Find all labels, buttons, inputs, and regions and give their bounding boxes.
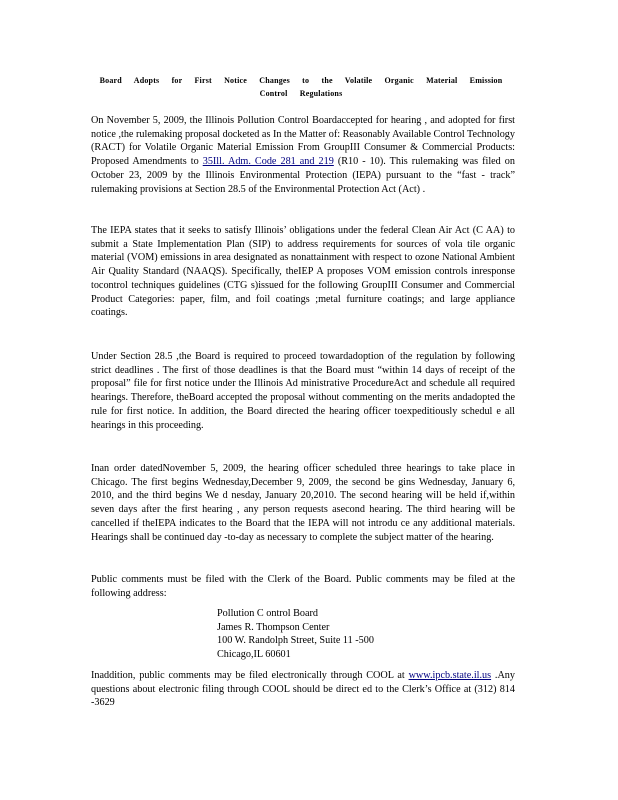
paragraph-iepa-statement: The IEPA states that it seeks to satisfy Illinois’ obligations under the federal Clean Air Act (C AA) to submit a State Implementation Plan (SIP) to address requirements for sources of vola tile organic material (VOM) emissions in area designated as nonattainment with respect to ozone National Ambient Air Quality Standard (NAAQS). Specifically, theIEP A proposes VOM emission controls inresponse tocontrol techniques guidelines (CTG s)issued for the following GroupIII Consumer and Commercial Product Categories: paper, film, and foil coatings ;metal furniture coatings; and large appliance coatings. [91, 225, 515, 319]
paragraph-text: On November 5, 2009, the Illinois Pollution Control Boardaccepted for hearing , and adopted for first notice ,the rulemaking proposal docketed as In the Matter of: Reasonably Available Control Technology (RACT) for Volatile Organic Material Emission From GroupIII Consumer & Commercial Products: Proposed Amendments to [91, 115, 515, 168]
document-title: Board Adopts for First Notice Changes to the Volatile Organic Material Emission Control Regulations [99, 76, 503, 98]
paragraph-hearing-schedule: Inan order datedNovember 5, 2009, the hearing officer scheduled three hearings to take place in Chicago. The first begins Wednesday,December 9, 2009, the second be gins Wednesday, January 6, 2010, and the third begins We d nesday, January 20,2010. The second hearing will be held if,within seven days after the first hearing , any person requests asecond hearing. The third hearing will be cancelled if theIEPA indicates to the Board that the IEPA will not introdu ce any additional materials. Hearings shall be continued day -to-day as necessary to complete the subject matter of the hearing. [91, 463, 515, 543]
paragraph-text: Inaddition, public comments may be filed electronically through COOL at [91, 670, 409, 681]
address-line: Pollution C ontrol Board [217, 608, 319, 619]
paragraph-text: .Any questions about electronic filing through COOL should be direct ed to the Clerk’s Office at (312) 814 -3629 [91, 670, 515, 709]
website-link[interactable]: www.ipcb.state.il.us [408, 670, 492, 681]
address-line: Chicago,IL 60601 [217, 649, 291, 661]
paragraph-text: (R10 - 10). This rulemaking was filed on October 23, 2009 by the Illinois Environmental Protection (IEPA) pursuant to the “fast - track” rulemaking provisions at Section 28.5 of the Environmental Protection Act (Act) . [91, 156, 515, 195]
paragraph-section-28-5: Under Section 28.5 ,the Board is required to proceed towardadoption of the regulation by following strict deadlines . The first of those deadlines is that the Board must “within 14 days of receipt of the proposal” file for first notice under the Illinois Ad ministrative ProcedureAct and schedule all required hearings. Therefore, theBoard accepted the proposal without commenting on the merits andadopted the rule for first notice. In addition, the Board directed the hearing officer toexpeditiously schedul e all hearings in this proceeding. [91, 351, 515, 431]
mailing-address [217, 607, 374, 662]
paragraph-public-comments: Public comments must be filed with the Clerk of the Board. Public comments may be filed at the following address: [91, 574, 515, 599]
paragraph-electronic-filing [91, 669, 515, 710]
code-citation: 35Ill. Adm. Code 281 and 219 [202, 156, 334, 168]
address-line: James R. Thompson Center [217, 621, 330, 633]
address-line: 100 W. Randolph Street, Suite 11 -500 [217, 635, 374, 647]
paragraph-rulemaking-intro [91, 114, 515, 196]
